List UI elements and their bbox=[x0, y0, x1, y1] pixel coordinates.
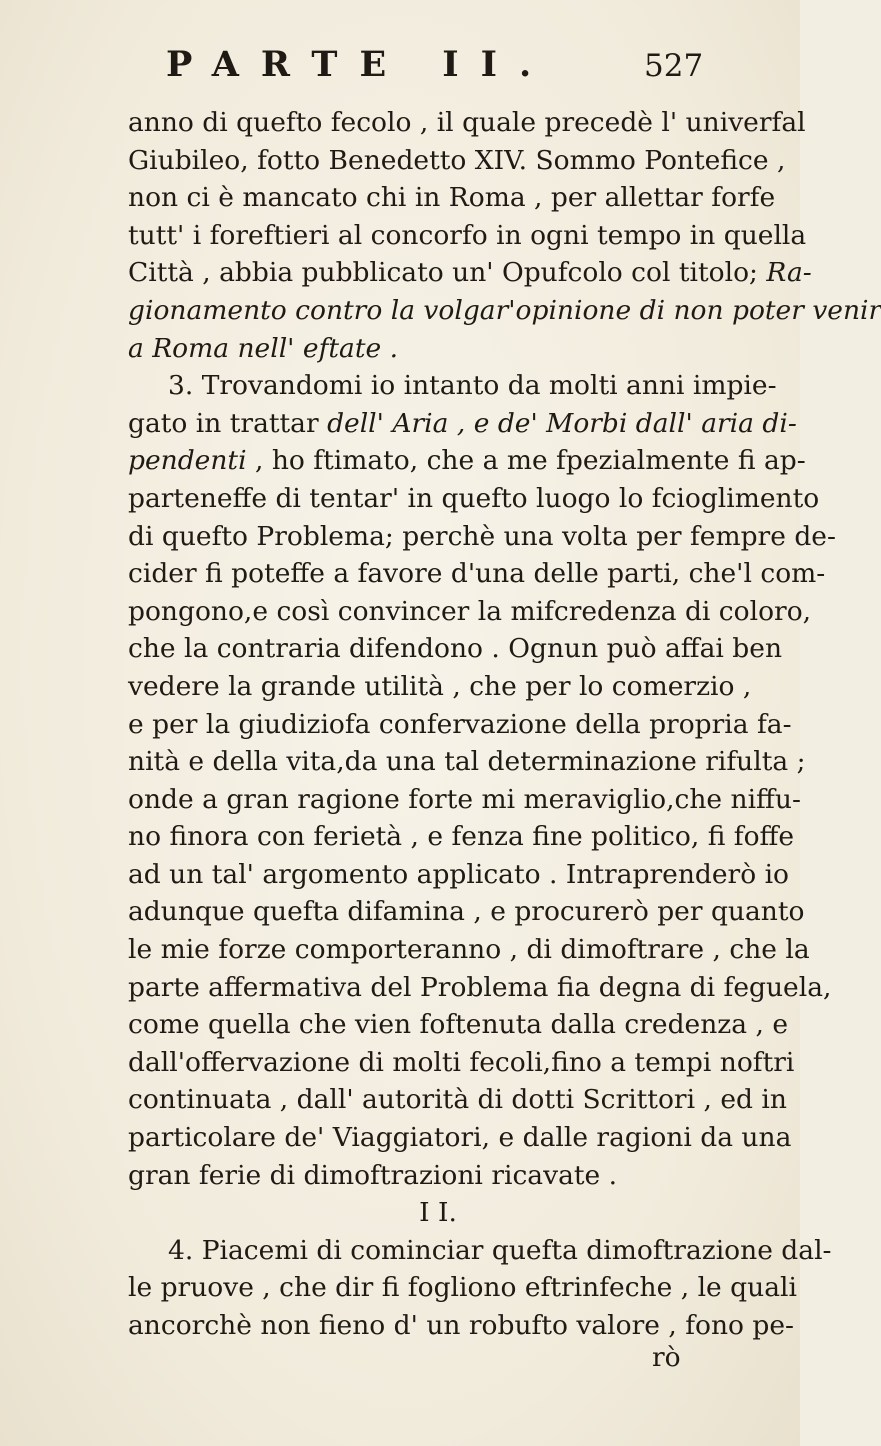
text-line: pendenti , ho ftimato, che a me fpezialmente fi ap- bbox=[128, 445, 806, 477]
page-number: 527 bbox=[644, 48, 704, 84]
text-line: no finora con ferietà , e fenza fine politico, fi foffe bbox=[128, 821, 795, 853]
text-line: pongono,e così convincer la mifcredenza di coloro, bbox=[128, 595, 812, 627]
page-header bbox=[0, 44, 800, 94]
text-line: nità e della vita,da una tal determinazione rifulta ; bbox=[128, 746, 806, 778]
text-line: adunque quefta difamina , e procurerò per quanto bbox=[128, 896, 805, 928]
text-line: gran ferie di dimoftrazioni ricavate . bbox=[128, 1159, 618, 1191]
text-line: e per la giudiziofa confervazione della propria fa- bbox=[128, 708, 792, 740]
section-number: I I. bbox=[419, 1197, 457, 1229]
text-line: Giubileo, fotto Benedetto XIV. Sommo Pontefice , bbox=[128, 144, 786, 176]
paragraph-4-start: 4. Piacemi di cominciar quefta dimoftrazione dal- bbox=[168, 1234, 832, 1266]
text-line: che la contraria difendono . Ognun può affai ben bbox=[128, 633, 783, 665]
paragraph-3-start: 3. Trovandomi io intanto da molti anni impie- bbox=[168, 370, 777, 402]
text-line: parte affermativa del Problema fia degna di feguela, bbox=[128, 971, 832, 1003]
body-text bbox=[128, 104, 881, 1345]
text-line: anno di quefto fecolo , il quale precedè l' univerfal bbox=[128, 107, 806, 138]
text-line: gionamento contro la volgar'opinione di non poter venir bbox=[128, 294, 881, 326]
text-line: gato in trattar dell' Aria , e de' Morbi dall' aria di- bbox=[128, 407, 797, 439]
text-line: continuata , dall' autorità di dotti Scrittori , ed in bbox=[128, 1084, 787, 1116]
text-line: dall'offervazione di molti fecoli,fino a tempi noftri bbox=[128, 1046, 795, 1078]
text-line: cider fi poteffe a favore d'una delle parti, che'l com- bbox=[128, 558, 826, 590]
text-line: Città , abbia pubblicato un' Opufcolo col titolo; Ra- bbox=[128, 257, 812, 289]
text-line: le mie forze comporteranno , di dimoftrare , che la bbox=[128, 934, 810, 966]
text-line: non ci è mancato chi in Roma , per allettar forfe bbox=[128, 182, 776, 214]
text-line: a Roma nell' eftate . bbox=[128, 332, 399, 364]
running-head: PARTE II. bbox=[166, 44, 554, 85]
text-line: onde a gran ragione forte mi meraviglio,che niffu- bbox=[128, 783, 801, 815]
text-line: vedere la grande utilità , che per lo comerzio , bbox=[128, 670, 752, 702]
text-line: tutt' i foreftieri al concorfo in ogni tempo in quella bbox=[128, 219, 807, 251]
text-line: parteneffe di tentar' in quefto luogo lo fcioglimento bbox=[128, 482, 820, 514]
text-line: di quefto Problema; perchè una volta per fempre de- bbox=[128, 520, 836, 552]
text-line: particolare de' Viaggiatori, e dalle ragioni da una bbox=[128, 1122, 792, 1154]
catchword: rò bbox=[652, 1342, 681, 1373]
text-line: ancorchè non fieno d' un robufto valore , fono pe- bbox=[128, 1310, 795, 1341]
text-line: ad un tal' argomento applicato . Intraprenderò io bbox=[128, 858, 790, 890]
text-line: come quella che vien foftenuta dalla credenza , e bbox=[128, 1009, 789, 1041]
text-line: le pruove , che dir fi fogliono eftrinfeche , le quali bbox=[128, 1272, 797, 1304]
